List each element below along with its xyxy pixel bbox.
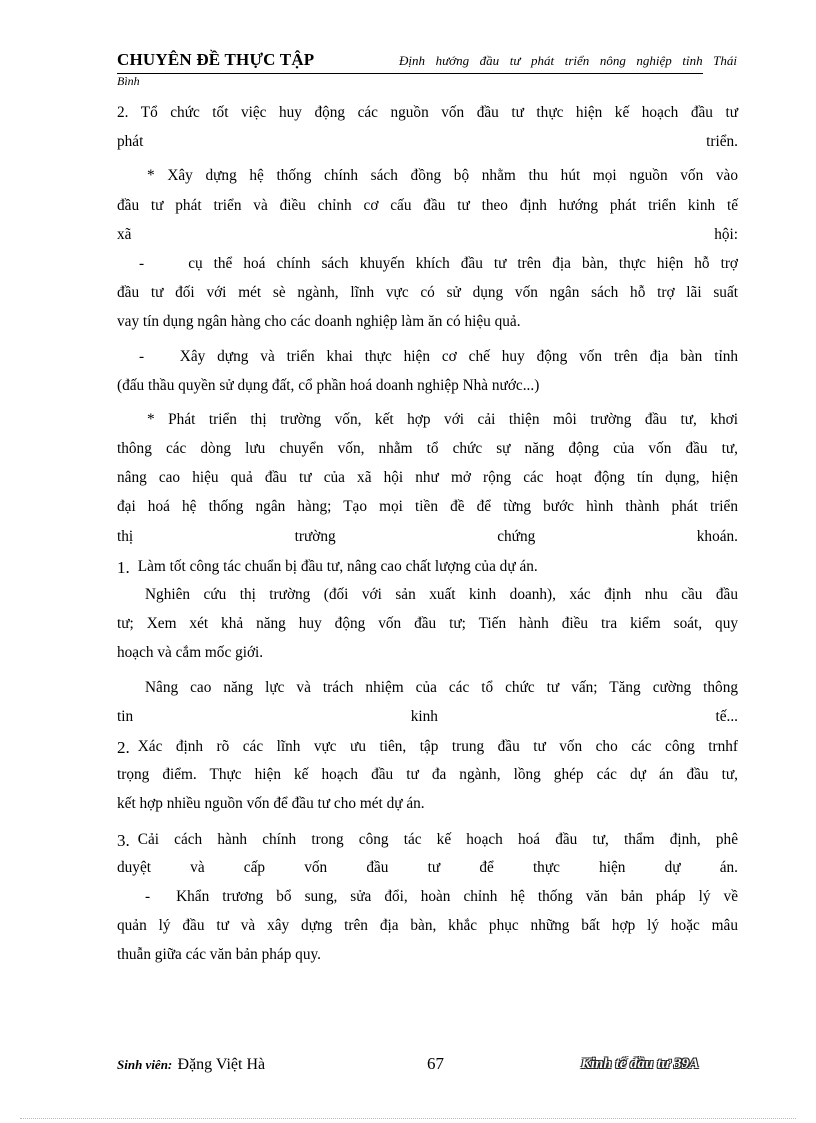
paragraph-line: đầu tư đối với mét sè ngành, lĩnh vực có sử dụng vốn ngân sách hỗ trợ lãi suất	[117, 284, 738, 302]
paragraph-line: - Xây dựng và triển khai thực hiện cơ chế huy động vốn trên địa bàn tỉnh	[139, 347, 738, 365]
page-footer	[117, 1050, 737, 1076]
item-number: 1.	[117, 557, 130, 577]
paragraph-line: * Phát triển thị trường vốn, kết hợp với cải thiện môi trường đầu tư, khơi	[147, 410, 738, 428]
footer-student-label: Sinh viên: Đặng Việt Hà	[117, 1056, 266, 1073]
paragraph-line: phát triển.	[117, 133, 738, 151]
paragraph-line: - cụ thể hoá chính sách khuyến khích đầu tư trên địa bàn, thực hiện hỗ trợ	[139, 254, 738, 272]
paragraph-line: Nghiên cứu thị trường (đối với sản xuất kinh doanh), xác định nhu cầu đầu	[145, 586, 738, 603]
item-number: 2.	[117, 737, 130, 757]
item-number: 3.	[117, 830, 130, 850]
paragraph-line: thị trường chứng khoán.	[117, 527, 738, 545]
numbered-item: 1. Làm tốt công tác chuẩn bị đầu tư, nâng cao chất lượng của dự án.	[117, 557, 538, 577]
paragraph-line: * Xây dựng hệ thống chính sách đồng bộ nhằm thu hút mọi nguồn vốn vào	[147, 167, 738, 185]
paragraph-line: thông các dòng lưu chuyển vốn, nhằm tổ chức sự năng động của vốn đầu tư,	[117, 440, 738, 458]
paragraph-line: đại hoá hệ thống ngân hàng; Tạo mọi tiền đề để từng bước hình thành phát triển	[117, 498, 738, 516]
page-header	[117, 48, 737, 76]
header-subtitle-wrap: Bình	[117, 74, 140, 88]
paragraph-line: xã hội:	[117, 225, 738, 243]
paragraph-line: vay tín dụng ngân hàng cho các doanh nghiệp làm ăn có hiệu quả.	[117, 313, 521, 331]
numbered-item: 3. Cải cách hành chính trong công tác kế hoạch hoá đầu tư, thẩm định, phê	[117, 830, 738, 850]
page-number: 67	[427, 1054, 444, 1073]
page-bottom-border	[20, 1118, 796, 1119]
paragraph-line: (đấu thầu quyền sử dụng đất, cổ phần hoá doanh nghiệp Nhà nước...)	[117, 376, 540, 394]
paragraph-line: nâng cao hiệu quả đầu tư của xã hội như mở rộng các hoạt động tín dụng, hiện	[117, 469, 738, 487]
paragraph-line: tin kinh tế...	[117, 707, 738, 725]
paragraph-line: thuẫn giữa các văn bản pháp quy.	[117, 946, 321, 964]
header-title: CHUYÊN ĐỀ THỰC TẬP	[117, 50, 315, 69]
paragraph-line: quản lý đầu tư và xây dựng trên địa bàn, khắc phục những bất hợp lý hoặc mâu	[117, 917, 738, 935]
paragraph-line: Nâng cao năng lực và trách nhiệm của các tổ chức tư vấn; Tăng cường thông	[145, 678, 738, 696]
header-subtitle: Định hướng đầu tư phát triển nông nghiệp tỉnh Thái	[399, 53, 737, 68]
paragraph-line: - Khẩn trương bổ sung, sửa đổi, hoàn chỉnh hệ thống văn bản pháp lý về	[145, 887, 738, 905]
header-rule	[117, 73, 703, 74]
paragraph-line: duyệt và cấp vốn đầu tư để thực hiện dự án.	[117, 858, 738, 876]
footer-class: Kinh tế đầu tư 39A	[580, 1056, 699, 1072]
document-body	[117, 98, 738, 969]
numbered-item: 2. Xác định rõ các lĩnh vực ưu tiên, tập trung đầu tư vốn cho các công trnhf	[117, 737, 738, 757]
paragraph-line: đầu tư phát triển và điều chỉnh cơ cấu đầu tư theo định hướng phát triển kinh tế	[117, 196, 738, 214]
paragraph-line: 2. Tổ chức tốt việc huy động các nguồn vốn đầu tư thực hiện kế hoạch đầu tư	[117, 104, 738, 121]
paragraph-line: trọng điểm. Thực hiện kế hoạch đầu tư đa ngành, lồng ghép các dự án đầu tư,	[117, 766, 738, 784]
footer-student-name: Đặng Việt Hà	[177, 1056, 266, 1073]
paragraph-line: tư; Xem xét khả năng huy động vốn đầu tư; Tiến hành điều tra kiểm soát, quy	[117, 615, 738, 633]
paragraph-line: hoạch và cắm mốc giới.	[117, 644, 264, 662]
paragraph-line: kết hợp nhiều nguồn vốn để đầu tư cho mét dự án.	[117, 795, 425, 813]
